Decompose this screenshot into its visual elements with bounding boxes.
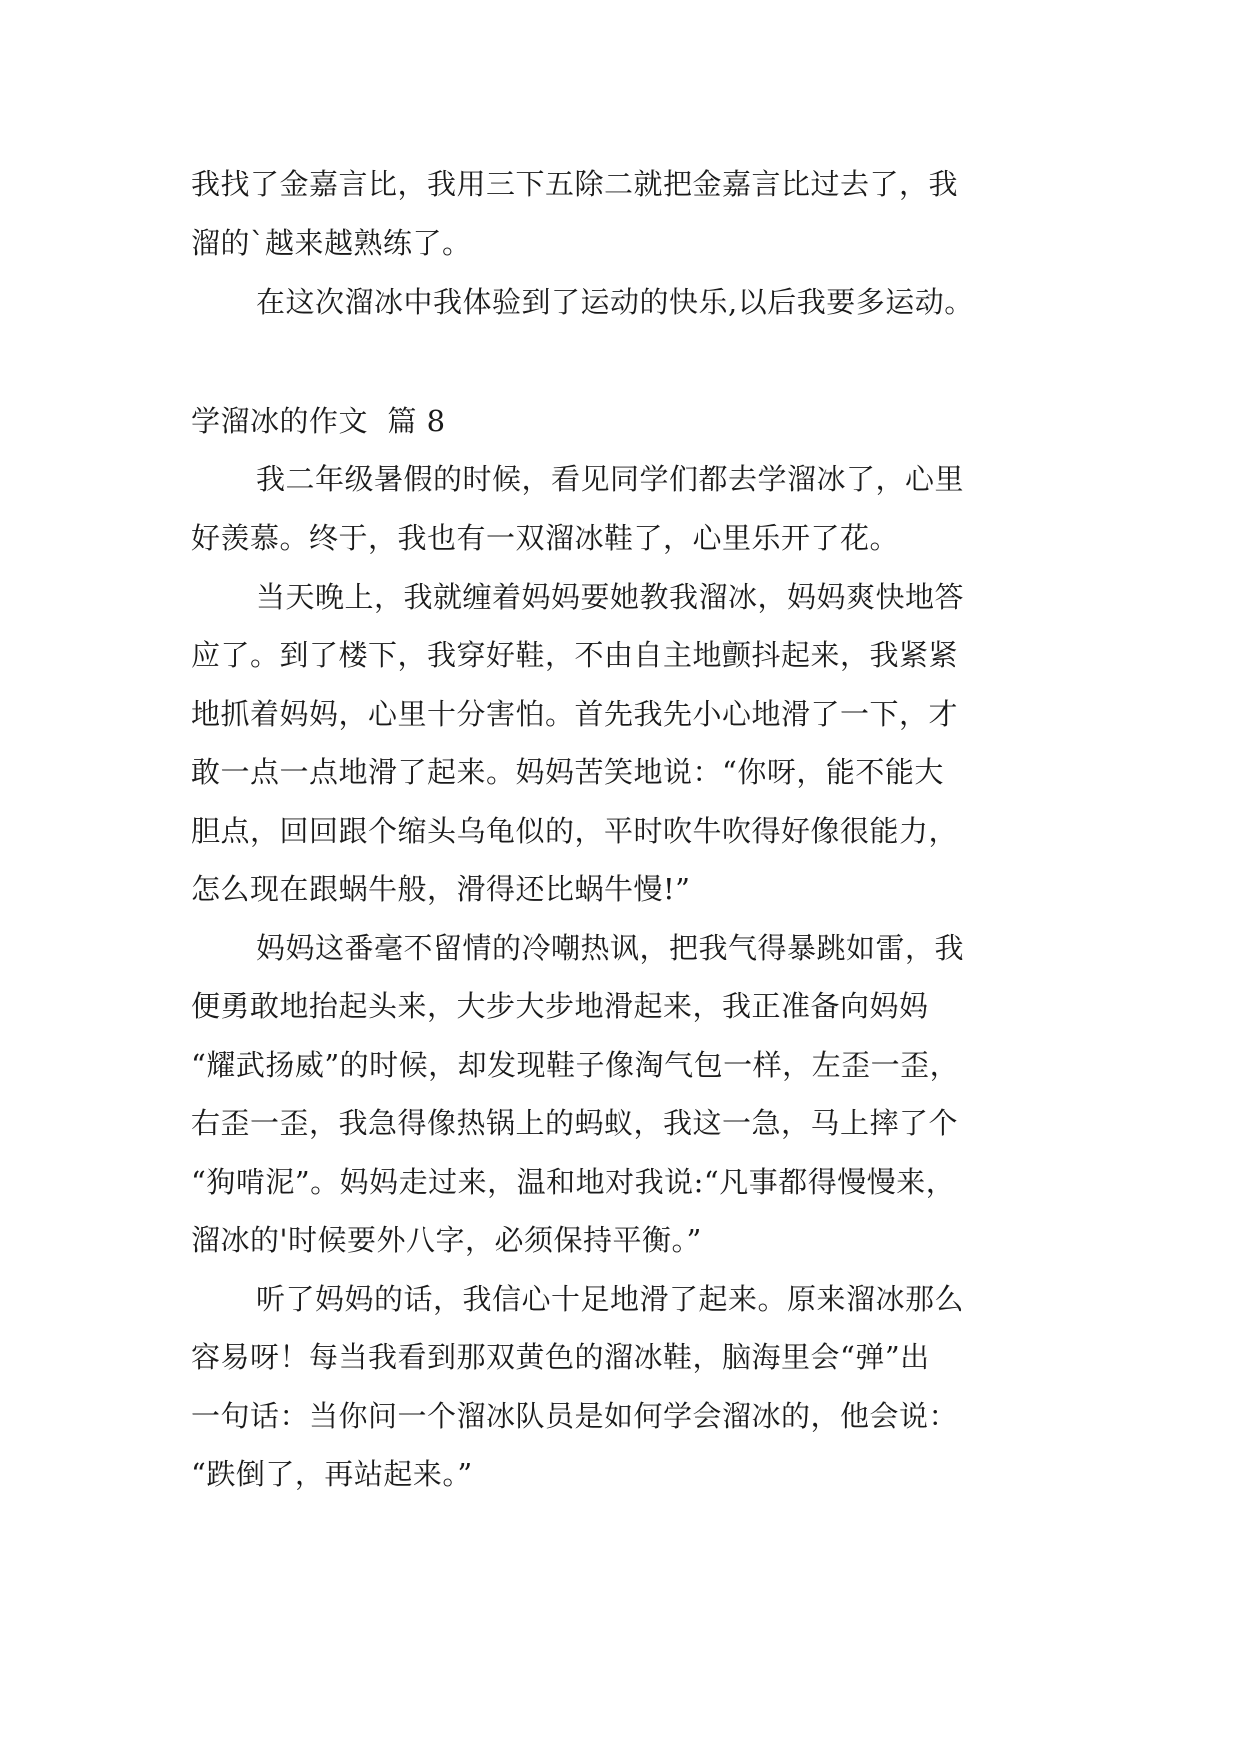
text-line: 便勇敢地抬起头来，大步大步地滑起来，我正准备向妈妈 [191, 989, 929, 1023]
text-line: 右歪一歪，我急得像热锅上的蚂蚁，我这一急，马上摔了个 [191, 1106, 959, 1140]
text-line: 溜冰的'时候要外八字，必须保持平衡。” [191, 1223, 702, 1257]
text-line: 地抓着妈妈，心里十分害怕。首先我先小心地滑了一下，才 [191, 697, 959, 731]
text-line: 一句话：当你问一个溜冰队员是如何学会溜冰的，他会说： [191, 1399, 959, 1433]
text-line: “跌倒了，再站起来。” [191, 1457, 473, 1491]
text-line: 胆点，回回跟个缩头乌龟似的，平时吹牛吹得好像很能力， [191, 814, 959, 848]
text-line: 在这次溜冰中我体验到了运动的快乐,以后我要多运动。 [256, 285, 974, 319]
text-line: “耀武扬威”的时候，却发现鞋子像淘气包一样，左歪一歪， [191, 1048, 960, 1082]
text-line: 妈妈这番毫不留情的冷嘲热讽，把我气得暴跳如雷，我 [256, 931, 965, 965]
text-line: 我二年级暑假的时候，看见同学们都去学溜冰了，心里 [256, 462, 965, 496]
text-line: 听了妈妈的话，我信心十足地滑了起来。原来溜冰那么 [256, 1282, 965, 1316]
text-line: “狗啃泥”。妈妈走过来，温和地对我说:“凡事都得慢慢来， [191, 1165, 956, 1199]
text-line: 当天晚上，我就缠着妈妈要她教我溜冰，妈妈爽快地答 [256, 580, 965, 614]
text-line: 怎么现在跟蜗牛般，滑得还比蜗牛慢!” [191, 872, 691, 906]
text-line: 溜的`越来越熟练了。 [191, 226, 472, 260]
text-line: 容易呀！每当我看到那双黄色的溜冰鞋，脑海里会“弹”出 [191, 1340, 930, 1374]
section-heading: 学溜冰的作文 篇 8 [191, 404, 446, 438]
text-line: 应了。到了楼下，我穿好鞋，不由自主地颤抖起来，我紧紧 [191, 638, 959, 672]
text-line: 好羡慕。终于，我也有一双溜冰鞋了，心里乐开了花。 [191, 521, 900, 555]
text-line: 敢一点一点地滑了起来。妈妈苦笑地说：“你呀，能不能大 [191, 755, 944, 789]
text-line: 我找了金嘉言比，我用三下五除二就把金嘉言比过去了，我 [191, 167, 959, 201]
